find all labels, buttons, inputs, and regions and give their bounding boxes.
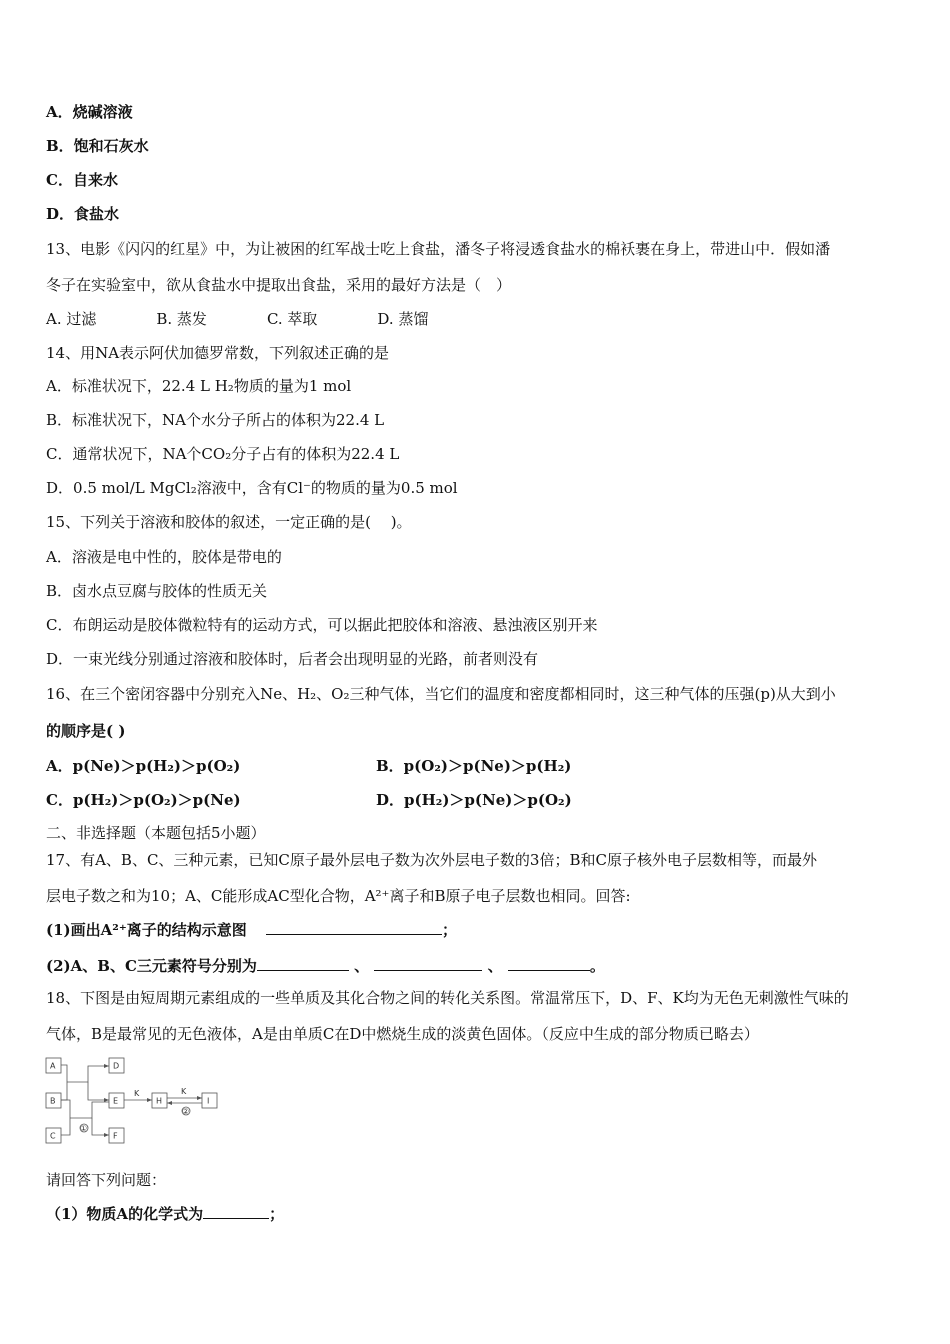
circle-label-1: ① (80, 1124, 88, 1133)
q17-separator: 、 (487, 957, 503, 975)
arrowhead (197, 1096, 202, 1100)
label-c: C (50, 1131, 56, 1141)
q15-option-d: D．一束光线分别通过溶液和胶体时，后者会出现明显的光路，前者则没有 (46, 650, 539, 668)
q18-sub1 (46, 1204, 284, 1224)
answer-blank[interactable] (374, 956, 482, 971)
q17-sub1 (46, 920, 457, 940)
q13-option-b: B. 蒸发 (156, 310, 207, 328)
q17-sub2-text: (2)A、B、C三元素符号分别为 (46, 957, 257, 975)
answer-blank[interactable] (508, 956, 590, 971)
q12-option-c: C．自来水 (46, 171, 118, 189)
q13-options (46, 309, 428, 329)
q18-prompt: 请回答下列问题： (46, 1171, 167, 1189)
arrow-label-k: K (134, 1089, 140, 1098)
q12-option-d: D．食盐水 (46, 205, 120, 223)
q15-stem: 15、下列关于溶液和胶体的叙述，一定正确的是( )。 (46, 513, 412, 531)
answer-blank[interactable] (203, 1204, 269, 1219)
arrow-label-k: K (181, 1087, 187, 1096)
circle-label-2: ② (182, 1107, 190, 1116)
q18-sub1-end: ； (269, 1205, 285, 1223)
q16-stem-line2: 的顺序是( ) (46, 722, 126, 740)
section-heading: 二、非选择题（本题包括5小题） (46, 824, 266, 842)
q17-stem-line2: 层电子数之和为10；A、C能形成AC型化合物，A²⁺离子和B原子电子层数也相同。回答: (46, 887, 631, 905)
q13-stem-line2: 冬子在实验室中，欲从食盐水中提取出食盐，采用的最好方法是（ ） (46, 276, 512, 294)
label-b: B (50, 1096, 56, 1106)
q18-stem-line2: 气体，B是最常见的无色液体，A是由单质C在D中燃烧生成的淡黄色固体。（反应中生成的部分物质已略去） (46, 1025, 759, 1043)
q14-option-b: B．标准状况下，NA个水分子所占的体积为22.4 L (46, 411, 385, 429)
arrowhead (147, 1098, 152, 1102)
q16-option-c: C．p(H₂)＞p(O₂)＞p(Ne) (46, 791, 241, 809)
q17-sub2 (46, 956, 605, 976)
q14-option-c: C．通常状况下，NA个CO₂分子占有的体积为22.4 L (46, 445, 400, 463)
q15-option-b: B．卤水点豆腐与胶体的性质无关 (46, 582, 268, 600)
arrowhead (104, 1098, 109, 1102)
q17-stem-line1: 17、有A、B、C、三种元素，已知C原子最外层电子数为次外层电子数的3倍；B和C原子核外电子层数相等，而最外 (46, 851, 817, 869)
q14-option-d: D．0.5 mol/L MgCl₂溶液中，含有Cl⁻的物质的量为0.5 mol (46, 479, 458, 497)
q12-option-a: A．烧碱溶液 (46, 103, 133, 121)
q16-option-a: A．p(Ne)＞p(H₂)＞p(O₂) (46, 757, 241, 775)
q16-option-b: B．p(O₂)＞p(Ne)＞p(H₂) (376, 757, 572, 775)
q18-sub1-text: （1）物质A的化学式为 (46, 1205, 204, 1223)
arrowhead (167, 1101, 172, 1105)
q13-option-c: C. 萃取 (266, 310, 318, 328)
label-e: E (113, 1096, 119, 1106)
box-i (202, 1093, 217, 1108)
label-a: A (50, 1061, 56, 1071)
q12-option-b: B．饱和石灰水 (46, 137, 149, 155)
arrowhead (104, 1133, 109, 1137)
q15-option-c: C．布朗运动是胶体微粒特有的运动方式，可以据此把胶体和溶液、悬浊液区别开来 (46, 616, 598, 634)
q13-option-d: D. 蒸馏 (377, 310, 429, 328)
q16-option-d: D．p(H₂)＞p(Ne)＞p(O₂) (376, 791, 572, 809)
label-d: D (113, 1061, 120, 1071)
q17-separator: 、 (354, 957, 370, 975)
answer-blank[interactable] (266, 920, 442, 935)
q17-sub2-end: 。 (589, 957, 605, 975)
q14-stem: 14、用NA表示阿伏加德罗常数，下列叙述正确的是 (46, 344, 390, 362)
q17-sub1-end: ； (442, 921, 458, 939)
arrowhead (104, 1064, 109, 1068)
q16-stem-line1: 16、在三个密闭容器中分别充入Ne、H₂、O₂三种气体，当它们的温度和密度都相同时，这三种气体的压强(p)从大到小 (46, 685, 836, 703)
reaction-flow-diagram (40, 1052, 230, 1148)
q18-stem-line1: 18、下图是由短周期元素组成的一些单质及其化合物之间的转化关系图。常温常压下，D、F、K均为无色无刺激性气味的 (46, 989, 849, 1007)
q17-sub1-text: (1)画出A²⁺离子的结构示意图 (46, 921, 247, 939)
label-i: I (207, 1096, 210, 1106)
label-h: H (156, 1096, 163, 1106)
q14-option-a: A．标准状况下，22.4 L H₂物质的量为1 mol (46, 377, 352, 395)
answer-blank[interactable] (257, 956, 349, 971)
q15-option-a: A．溶液是电中性的，胶体是带电的 (46, 548, 282, 566)
q13-option-a: A. 过滤 (46, 310, 97, 328)
q13-stem-line1: 13、电影《闪闪的红星》中，为让被困的红军战士吃上食盐，潘冬子将浸透食盐水的棉袄裹在身上，带进山中．假如潘 (46, 240, 831, 258)
label-f: F (113, 1131, 118, 1141)
